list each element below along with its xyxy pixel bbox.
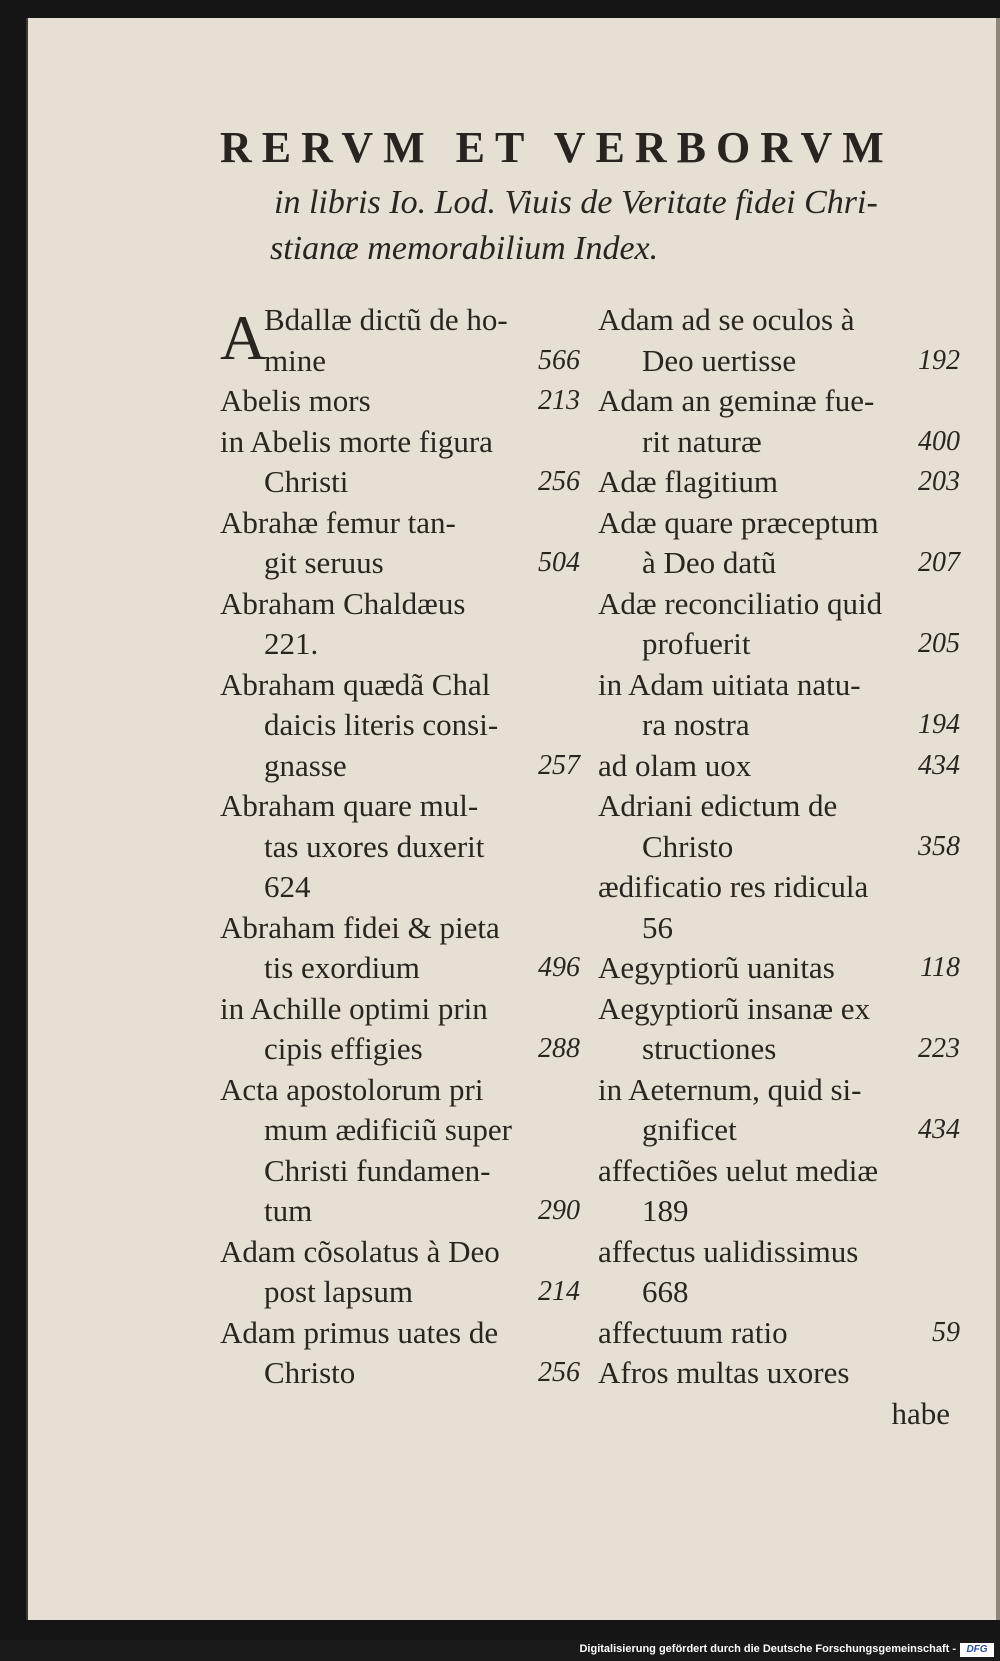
index-line [598,948,960,989]
index-entry-text: in Adam uitiata natu- [598,666,861,702]
page-reference: 203 [918,466,960,497]
index-line [220,1110,580,1151]
index-line [220,786,580,827]
page-reference: 223 [918,1033,960,1064]
index-entry-text: 56 [642,909,673,945]
index-line [598,665,960,706]
index-line [598,867,960,908]
index-line [598,908,960,949]
index-entry-text: Aegyptiorũ uanitas [598,950,835,985]
page-reference: 194 [918,709,960,740]
index-entry-text: cipis effigies [264,1031,423,1066]
index-line [220,746,580,787]
heading-title: RERVM ET VERBORVM [220,123,894,172]
index-line [220,341,580,382]
index-entry-text: Bdallæ dictũ de ho- [264,302,508,337]
index-line [598,746,960,787]
index-line [598,341,960,382]
index-entry-text: affectus ualidissimus [598,1233,859,1269]
index-entry-text: structiones [642,1031,777,1066]
index-entry-text: 221. [264,626,319,661]
index-line [598,503,960,544]
index-line [220,624,580,665]
index-entry-text: ra nostra [642,707,750,742]
page-reference: 256 [538,1357,580,1388]
page-reference: 288 [538,1033,580,1064]
page-reference: 118 [920,952,960,983]
index-line [598,827,960,868]
footer-credit: Digitalisierung gefördert durch die Deutsche Forschungsgemeinschaft - [579,1643,956,1655]
page-reference: 290 [538,1195,580,1226]
index-line [598,462,960,503]
index-line [598,543,960,584]
index-line [598,989,960,1030]
index-line [220,705,580,746]
index-entry-text: Christi fundamen- [264,1152,491,1188]
index-line [220,422,580,463]
index-entry-text: Adam ad se oculos à [598,302,855,337]
index-line [220,543,580,584]
index-line [220,584,580,625]
page-edge [996,18,1000,1620]
index-line [220,948,580,989]
page-reference: 358 [918,830,960,862]
index-entry-text: habe [891,1395,950,1431]
page-reference: 257 [538,749,580,781]
index-line [220,1272,580,1313]
index-entry-text: profuerit [642,626,751,661]
index-line [220,1151,580,1192]
index-entry-text: mine [264,342,326,378]
index-entry-text: 668 [642,1274,689,1309]
index-column-right [598,300,960,1434]
page-reference: 496 [538,952,580,983]
page-reference: 213 [538,385,580,416]
index-line [598,1029,960,1070]
page-reference: 59 [932,1316,960,1348]
index-entry-text: Adriani edictum de [598,788,838,823]
index-entry-text: 624 [264,869,311,904]
index-entry-text: Christo [642,828,734,864]
index-line [598,300,960,341]
index-line [598,1110,960,1151]
index-entry-text: à Deo datũ [642,545,777,580]
index-line [220,462,580,503]
index-entry-text: in Achille optimi prin [220,990,488,1026]
index-line [220,381,580,422]
index-line [598,705,960,746]
index-entry-text: mum ædificiũ super [264,1112,512,1147]
index-entry-text: Aegyptiorũ insanæ ex [598,990,871,1026]
page-reference: 566 [538,344,580,376]
index-entry-text: affectuum ratio [598,1314,788,1350]
index-line [220,503,580,544]
index-line [220,1070,580,1111]
index-entry-text: Abraham fidei & pieta [220,909,500,945]
index-line [598,1272,960,1313]
index-entry-text: git seruus [264,545,384,580]
index-entry-text: gnasse [264,747,347,783]
index-line [598,1232,960,1273]
page-reference: 207 [918,547,960,578]
index-line [220,867,580,908]
page-reference: 205 [918,628,960,659]
heading-subtitle-line2: stianæ memorabilium Index. [270,230,659,267]
page-reference: 504 [538,547,580,578]
index-line [598,1151,960,1192]
index-line [220,908,580,949]
index-line [598,624,960,665]
index-entry-text: affectiões uelut mediæ [598,1152,879,1188]
index-line [220,1353,580,1394]
index-line [220,1029,580,1070]
index-entry-text: Adæ flagitium [598,464,778,499]
page-reference: 214 [538,1276,580,1307]
index-line [598,1070,960,1111]
index-entry-text: in Abelis morte figura [220,423,493,459]
page-reference: 434 [918,749,960,781]
index-entry-text: in Aeternum, quid si- [598,1071,862,1107]
index-line [598,786,960,827]
index-line [598,584,960,625]
index-entry-text: Acta apostolorum pri [220,1071,484,1107]
dfg-logo: DFG [960,1643,994,1657]
index-entry-text: ad olam uox [598,747,752,783]
index-line [598,381,960,422]
index-heading [220,122,960,272]
index-line [220,1232,580,1273]
page-reference: 400 [918,425,960,457]
index-entry-text: Christo [264,1355,356,1390]
index-entry-text: Adam cõsolatus à Deo [220,1233,500,1269]
index-line [220,827,580,868]
index-entry-text: tum [264,1193,313,1228]
page-reference: 256 [538,466,580,497]
index-line [598,422,960,463]
index-line [598,1191,960,1232]
index-entry-text: gnificet [642,1112,737,1147]
index-line [598,1313,960,1354]
index-entry-text: Adam primus uates de [220,1314,499,1350]
page-reference: 434 [918,1114,960,1145]
index-entry-text: ædificatio res ridicula [598,869,869,904]
index-entry-text: 189 [642,1193,689,1228]
index-entry-text: Deo uertisse [642,342,797,378]
heading-subtitle-line1: in libris Io. Lod. Viuis de Veritate fidei Chri- [274,184,878,221]
index-entry-text: Afros multas uxores [598,1355,850,1390]
index-entry-text: Adam an geminæ fue- [598,383,875,418]
index-entry-text: Abelis mors [220,383,371,418]
index-entry-text: Abrahæ femur tan- [220,504,456,540]
index-entry-text: Adæ reconciliatio quid [598,585,883,621]
index-line [598,1394,960,1435]
index-column-left [220,300,580,1394]
index-entry-text: rit naturæ [642,423,762,459]
index-entry-text: Adæ quare præceptum [598,504,879,540]
drop-initial: A [220,302,267,373]
index-entry-text: Christi [264,464,349,499]
index-line [220,989,580,1030]
index-line [598,1353,960,1394]
index-entry-text: Abraham quædã Chal [220,666,491,702]
index-entry-text: tas uxores duxerit [264,828,485,864]
index-entry-text: tis exordium [264,950,420,985]
index-line [220,665,580,706]
index-line [220,1313,580,1354]
digitization-footer [0,1640,1000,1661]
page-reference: 192 [918,344,960,376]
index-entry-text: daicis literis consi- [264,707,499,742]
index-line [220,1191,580,1232]
index-entry-text: post lapsum [264,1274,413,1309]
index-entry-text: Abraham Chaldæus [220,585,466,621]
index-entry-text: Abraham quare mul- [220,788,479,823]
